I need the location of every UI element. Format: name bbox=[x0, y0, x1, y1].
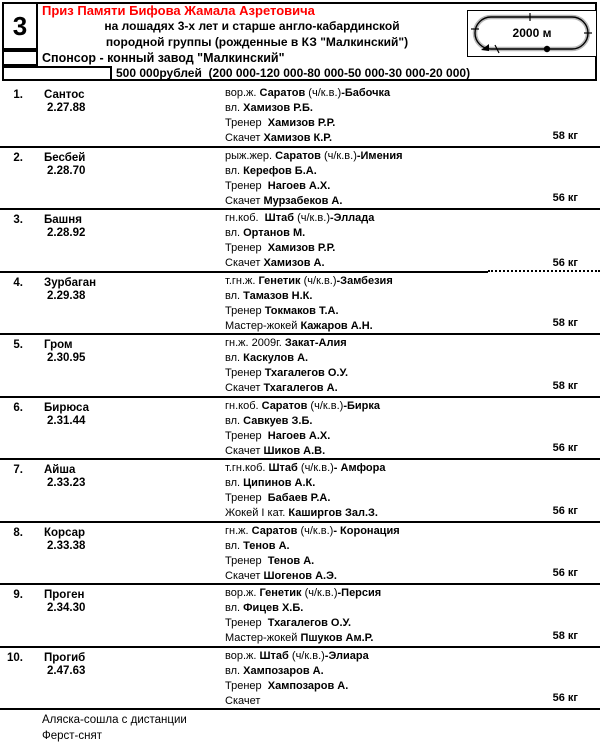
detail-line: гн.коб. Саратов (ч/к.в.)-Бирка bbox=[225, 399, 380, 412]
footer-note: Аляска-сошла с дистанции bbox=[42, 714, 187, 726]
detail-line: Скачет Тхагалегов А. bbox=[225, 382, 338, 395]
jockey-weight: 58 кг bbox=[552, 317, 578, 329]
entry-details bbox=[225, 86, 390, 146]
detail-line: Скачет Шогенов А.Э. bbox=[225, 569, 337, 582]
detail-line: Скачет bbox=[225, 694, 261, 707]
empty-cell-prize bbox=[2, 66, 112, 81]
jockey-weight: 56 кг bbox=[552, 256, 578, 269]
detail-line: вл. Ципинов А.К. bbox=[225, 477, 316, 490]
entry-row bbox=[0, 273, 600, 336]
entry-row bbox=[0, 460, 600, 523]
entry-left-column bbox=[0, 211, 85, 241]
entry-number: 9. bbox=[13, 589, 23, 601]
detail-line: Скачет Мурзабеков А. bbox=[225, 194, 343, 207]
entry-number: 3. bbox=[13, 214, 23, 226]
detail-line: Тренер Тхагалегов О.У. bbox=[225, 617, 352, 630]
entry-left-column bbox=[0, 461, 85, 491]
finish-time: 2.33.38 bbox=[47, 539, 86, 552]
horse-name: Зурбаган bbox=[44, 276, 97, 289]
detail-line: т.гн.коб. Штаб (ч/к.в.)- Амфора bbox=[225, 462, 386, 474]
race-conditions-line1: на лошадях 3-х лет и старше англо-кабардинской bbox=[104, 19, 400, 33]
finish-time: 2.28.70 bbox=[47, 164, 86, 177]
finish-time: 2.34.30 bbox=[47, 602, 86, 615]
detail-line: вл. Тамазов Н.К. bbox=[225, 289, 313, 302]
detail-line: вл. Хамизов Р.Б. bbox=[225, 102, 313, 115]
entry-left-column bbox=[0, 149, 85, 179]
entry-number: 5. bbox=[13, 339, 23, 351]
entry-left-column bbox=[0, 524, 85, 554]
detail-line: Тренер Хамизов Р.Р. bbox=[225, 242, 336, 255]
detail-line: вл. Фицев Х.Б. bbox=[225, 602, 304, 615]
entry-left-column bbox=[0, 399, 89, 429]
detail-line: вл. Керефов Б.А. bbox=[225, 164, 317, 177]
entry-details bbox=[225, 211, 374, 271]
horse-name: Проген bbox=[44, 589, 85, 601]
horse-name: Бесбей bbox=[44, 151, 86, 164]
horse-name: Сантос bbox=[44, 89, 85, 101]
detail-line: Тренер Хампозаров А. bbox=[225, 679, 349, 692]
entry-details bbox=[225, 336, 348, 396]
jockey-weight: 56 кг bbox=[552, 504, 578, 517]
jockey-weight: 58 кг bbox=[552, 129, 578, 142]
entry-row bbox=[0, 523, 600, 586]
entry-details bbox=[225, 586, 381, 646]
entry-number: 4. bbox=[13, 276, 23, 289]
entry-row bbox=[0, 648, 600, 711]
jockey-weight: 56 кг bbox=[552, 692, 578, 704]
horse-name: Гром bbox=[44, 339, 73, 351]
entry-left-column bbox=[0, 86, 85, 116]
horse-name: Башня bbox=[44, 214, 82, 226]
detail-line: рыж.жер. Саратов (ч/к.в.)-Имения bbox=[225, 149, 403, 162]
race-number: 3 bbox=[2, 2, 38, 50]
entry-details bbox=[225, 149, 403, 209]
entry-left-column bbox=[0, 586, 85, 616]
entry-left-column bbox=[0, 649, 85, 679]
entry-details bbox=[225, 399, 380, 459]
jockey-weight: 56 кг bbox=[552, 192, 578, 204]
finish-time: 2.30.95 bbox=[47, 352, 86, 365]
footer-notes bbox=[42, 712, 187, 744]
entry-left-column bbox=[0, 274, 96, 304]
detail-line: вл. Ортанов М. bbox=[225, 227, 306, 240]
entry-number: 6. bbox=[13, 401, 23, 414]
entries-list bbox=[0, 85, 600, 710]
race-title: Приз Памяти Бифова Жамала Азретовича bbox=[42, 3, 315, 18]
horse-name: Айша bbox=[44, 464, 76, 476]
detail-line: Скачет Хамизов А. bbox=[225, 257, 325, 270]
detail-line: вл. Савкуев З.Б. bbox=[225, 414, 313, 427]
entry-row bbox=[0, 335, 600, 398]
horse-name: Бирюса bbox=[44, 401, 89, 414]
finish-time: 2.47.63 bbox=[47, 664, 86, 677]
finish-time: 2.33.23 bbox=[47, 477, 86, 490]
detail-line: Скачет Хамизов К.Р. bbox=[225, 132, 333, 145]
jockey-weight: 58 кг bbox=[552, 629, 578, 642]
entry-number: 8. bbox=[13, 526, 23, 539]
jockey-weight: 56 кг bbox=[552, 567, 578, 579]
entry-number: 1. bbox=[13, 89, 23, 101]
detail-line: Тренер Тхагалегов О.У. bbox=[225, 367, 349, 380]
track-diagram bbox=[467, 10, 597, 57]
entry-row bbox=[0, 585, 600, 648]
jockey-weight: 58 кг bbox=[552, 379, 578, 392]
detail-line: т.гн.ж. Генетик (ч/к.в.)-Замбезия bbox=[225, 274, 393, 287]
horse-name: Прогиб bbox=[44, 651, 86, 664]
detail-line: Тренер Нагоев А.Х. bbox=[225, 429, 331, 442]
detail-line: гн.ж. 2009г. Закат-Алия bbox=[225, 337, 347, 349]
finish-marker-icon bbox=[544, 46, 550, 52]
entry-row bbox=[0, 398, 600, 461]
empty-cell-small bbox=[2, 50, 38, 66]
finish-time: 2.28.92 bbox=[47, 227, 86, 240]
detail-line: вор.ж. Штаб (ч/к.в.)-Элиара bbox=[225, 649, 369, 662]
entry-left-column bbox=[0, 336, 85, 366]
distance-label: 2000 м bbox=[468, 26, 596, 40]
entry-details bbox=[225, 461, 386, 521]
detail-line: Тренер Тенов А. bbox=[225, 554, 315, 567]
detail-line: гн.ж. Саратов (ч/к.в.)- Коронация bbox=[225, 524, 400, 537]
footer-note: Ферст-снят bbox=[42, 730, 102, 742]
detail-line: вор.ж. Саратов (ч/к.в.)-Бабочка bbox=[225, 87, 391, 99]
horse-name: Корсар bbox=[44, 526, 86, 539]
entry-row bbox=[0, 148, 600, 211]
detail-line: вл. Тенов А. bbox=[225, 539, 290, 552]
detail-line: Тренер Нагоев А.Х. bbox=[225, 179, 331, 192]
entry-number: 10. bbox=[7, 651, 23, 664]
detail-line: вл. Хампозаров А. bbox=[225, 664, 324, 677]
race-conditions-line2: породной группы (рожденные в КЗ "Малкинский") bbox=[105, 35, 409, 49]
detail-line: вор.ж. Генетик (ч/к.в.)-Персия bbox=[225, 587, 382, 599]
detail-line: Тренер Бабаев Р.А. bbox=[225, 492, 331, 505]
entry-row bbox=[0, 85, 600, 148]
prize-money-line: 500 000рублей (200 000-120 000-80 000-50 000-30 000-20 000) bbox=[116, 66, 471, 80]
detail-line: вл. Каскулов А. bbox=[225, 352, 309, 365]
jockey-weight: 56 кг bbox=[552, 442, 578, 454]
detail-line: Мастер-жокей Пшуков Ам.Р. bbox=[225, 632, 374, 645]
entry-row bbox=[0, 210, 600, 273]
entry-number: 2. bbox=[13, 151, 23, 164]
finish-time: 2.29.38 bbox=[47, 289, 86, 302]
entry-number: 7. bbox=[13, 464, 23, 476]
entry-details bbox=[225, 649, 369, 709]
detail-line: Тренер Токмаков Т.А. bbox=[225, 304, 339, 317]
detail-line: Мастер-жокей Кажаров А.Н. bbox=[225, 319, 373, 332]
detail-line: гн.коб. Штаб (ч/к.в.)-Эллада bbox=[225, 212, 375, 224]
detail-line: Жокей I кат. Каширгов Зал.З. bbox=[225, 507, 378, 520]
sponsor-line: Спонсор - конный завод "Малкинский" bbox=[42, 51, 285, 65]
detail-line: Скачет Шиков А.В. bbox=[225, 444, 326, 457]
entry-details bbox=[225, 524, 400, 584]
detail-line: Тренер Хамизов Р.Р. bbox=[225, 117, 336, 130]
entry-details bbox=[225, 274, 393, 334]
finish-time: 2.31.44 bbox=[47, 414, 86, 427]
finish-time: 2.27.88 bbox=[47, 102, 86, 115]
